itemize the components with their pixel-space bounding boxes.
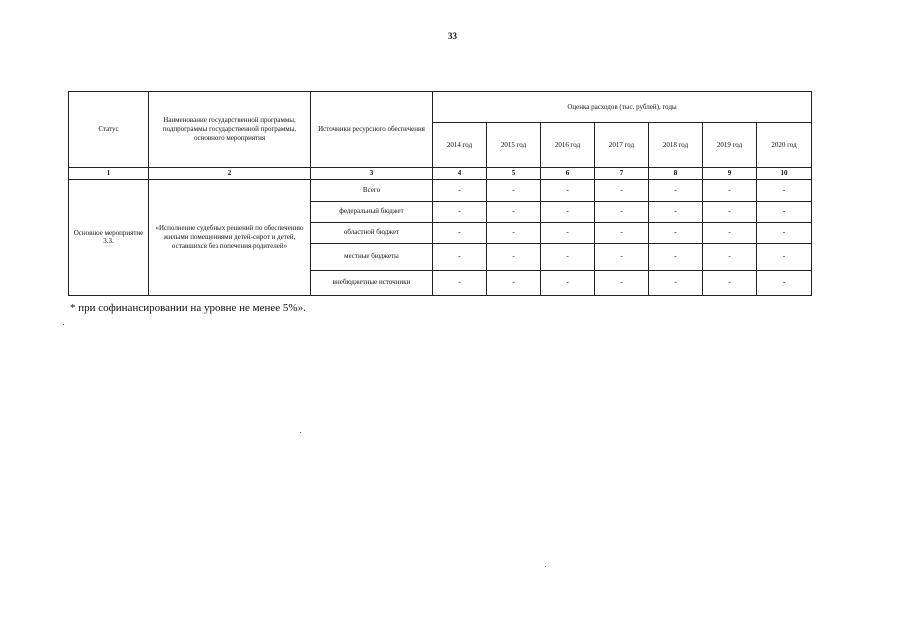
value-cell: - [703, 179, 757, 201]
header-year: 2014 год [433, 123, 487, 168]
source-label: Всего [311, 179, 433, 201]
header-year: 2016 год [541, 123, 595, 168]
budget-table [68, 91, 812, 296]
column-number: 5 [487, 168, 541, 180]
value-cell: - [757, 222, 812, 243]
value-cell: - [487, 179, 541, 201]
header-year: 2017 год [595, 123, 649, 168]
header-year: 2018 год [649, 123, 703, 168]
value-cell: - [757, 201, 812, 222]
scan-speck [63, 324, 64, 325]
value-cell: - [541, 179, 595, 201]
value-cell: - [595, 179, 649, 201]
column-number: 10 [757, 168, 812, 180]
scan-speck [545, 566, 546, 567]
footnote: * при софинансировании на уровне не менее 5%». [70, 302, 306, 314]
page-number: 33 [448, 31, 457, 41]
value-cell: - [703, 270, 757, 295]
column-number: 3 [311, 168, 433, 180]
value-cell: - [541, 270, 595, 295]
value-cell: - [649, 179, 703, 201]
column-number: 9 [703, 168, 757, 180]
value-cell: - [595, 201, 649, 222]
header-program-name: Наименование государственной программы, подпрограммы государственной программы, основного мероприятия [149, 92, 311, 168]
row-status: Основное мероприятие 3.3. [69, 179, 149, 295]
value-cell: - [649, 201, 703, 222]
header-sources: Источники ресурсного обеспечения [311, 92, 433, 168]
table-row [69, 179, 812, 201]
column-number: 2 [149, 168, 311, 180]
value-cell: - [595, 243, 649, 270]
value-cell: - [757, 270, 812, 295]
source-label: федеральный бюджет [311, 201, 433, 222]
value-cell: - [649, 222, 703, 243]
source-label: внебюджетные источники [311, 270, 433, 295]
value-cell: - [703, 222, 757, 243]
value-cell: - [433, 201, 487, 222]
value-cell: - [487, 222, 541, 243]
value-cell: - [433, 243, 487, 270]
value-cell: - [541, 243, 595, 270]
row-program-name: «Исполнение судебных решений по обеспечению жилыми помещениями детей-сирот и детей, оставшихся без попечения родителей» [149, 179, 311, 295]
value-cell: - [649, 270, 703, 295]
value-cell: - [703, 201, 757, 222]
value-cell: - [757, 179, 812, 201]
header-estimate: Оценка расходов (тыс. рублей), годы [433, 92, 812, 123]
header-year: 2019 год [703, 123, 757, 168]
value-cell: - [703, 243, 757, 270]
header-row [69, 92, 812, 123]
value-cell: - [433, 222, 487, 243]
value-cell: - [595, 270, 649, 295]
value-cell: - [487, 243, 541, 270]
value-cell: - [541, 222, 595, 243]
header-year: 2015 год [487, 123, 541, 168]
value-cell: - [541, 201, 595, 222]
column-number: 8 [649, 168, 703, 180]
value-cell: - [649, 243, 703, 270]
scan-speck [300, 432, 301, 433]
header-year: 2020 год [757, 123, 812, 168]
column-number: 1 [69, 168, 149, 180]
value-cell: - [433, 179, 487, 201]
source-label: областной бюджет [311, 222, 433, 243]
header-status: Статус [69, 92, 149, 168]
column-number: 6 [541, 168, 595, 180]
value-cell: - [487, 270, 541, 295]
value-cell: - [433, 270, 487, 295]
column-number: 7 [595, 168, 649, 180]
source-label: местные бюджеты [311, 243, 433, 270]
column-numbers-row [69, 168, 812, 180]
value-cell: - [757, 243, 812, 270]
value-cell: - [487, 201, 541, 222]
column-number: 4 [433, 168, 487, 180]
value-cell: - [595, 222, 649, 243]
